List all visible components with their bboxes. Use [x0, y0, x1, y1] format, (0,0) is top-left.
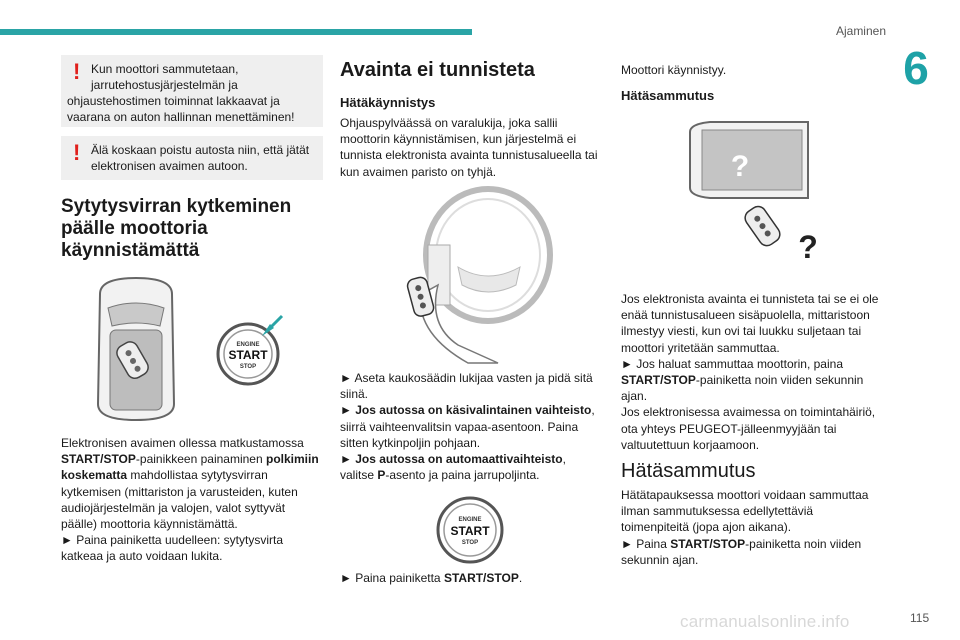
paragraph-emergency-steps: ► Aseta kaukosäädin lukijaa vasten ja pidä sitä siinä. ► Jos autossa on käsivalintainen vaihteisto, siirrä vaihteenvalitsin vapaa-asentoon. Paina sitten kytkinpoljin pohjaan. ► Jos autossa on automaattivaihteisto, valitse P-asento ja paina jarrupoljinta.	[340, 371, 595, 483]
question-mark: ?	[798, 229, 818, 265]
header-accent-bar	[0, 29, 472, 35]
watermark: carmanualsonline.info	[680, 612, 850, 631]
paragraph-emergency-start: Ohjauspylväässä on varalukija, joka sallii moottorin käynnistämisen, kun järjestelmä ei tunnista elektronista avainta tunnistusalueella tai kun avaimen paristo on tyhjä.	[340, 116, 598, 179]
chapter-number: 6	[903, 42, 929, 94]
button-text-engine: ENGINE	[236, 342, 260, 348]
paragraph-engine-starts: Moottori käynnistyy.	[621, 63, 727, 77]
car-with-key-illustration	[86, 274, 186, 424]
button-text-start: START	[450, 524, 490, 538]
paragraph-ignition: Elektronisen avaimen ollessa matkustamossa START/STOP-painikkeen painaminen polkimiin koskematta mahdollistaa sytytysvirran kytkemisen (mittariston ja varusteiden, kuten audiojärjestelmän ja valojen, valot syttyvät päälle) moottoria käynnistämättä. ► Paina painiketta uudelleen: sytytysvirta katkeaa ja auto voidaan lukita.	[61, 436, 319, 564]
warning-icon: !	[73, 59, 81, 84]
warning-icon: !	[73, 140, 81, 165]
subheading-emergency-stop: Hätäsammutus	[621, 88, 715, 103]
heading-ignition-on: Sytytysvirran kytkeminen päälle moottoria käynnistämättä	[61, 196, 292, 261]
paragraph-emergency-stop: Hätätapauksessa moottori voidaan sammuttaa ilman sammutuksessa edellytettäviä toimenpiteitä (jopa ajon aikana). ► Paina START/STOP-painiketta noin viiden sekunnin ajan.	[621, 488, 869, 567]
button-text-engine: ENGINE	[458, 517, 482, 523]
subheading-emergency-start: Hätäkäynnistys	[340, 95, 436, 110]
start-stop-button-icon	[210, 310, 290, 390]
steering-wheel-key-illustration	[398, 185, 558, 365]
car-question-illustration	[680, 118, 820, 278]
heading-emergency-stop: Hätäsammutus	[621, 460, 756, 482]
paragraph-stop-info: Jos elektronista avainta ei tunnisteta tai se ei ole enää tunnistusalueen sisäpuolella, mittaristoon ilmestyy viesti, kun ovi tai luukku suljetaan tai moottori yritetään sammuttaa. ► Jos haluat sammuttaa moottorin, paina START/STOP-painiketta noin viiden sekunnin ajan. Jos elektronisessa avaimessa on toimintahäiriö, ota yhteys PEUGEOT-jälleenmyyjään tai valtuutettuun korjaamoon.	[621, 292, 879, 452]
paragraph-press-start: ► Paina painiketta START/STOP.	[340, 571, 523, 585]
button-text-stop: STOP	[461, 540, 479, 546]
section-label: Ajaminen	[835, 24, 886, 38]
warning-box-2: ! Älä koskaan poistu autosta niin, että jätät elektronisen avaimen autoon.	[61, 136, 323, 180]
heading-key-not-detected: Avainta ei tunnisteta	[340, 59, 535, 81]
question-mark: ?	[730, 150, 750, 183]
start-stop-button-icon	[432, 492, 508, 568]
page-number: 115	[910, 611, 930, 625]
button-text-start: START	[228, 348, 268, 362]
button-text-stop: STOP	[239, 364, 257, 370]
warning-box-1: ! Kun moottori sammutetaan, jarrutehostusjärjestelmän ja ohjaustehostimen toiminnat lakkaavat ja vaarana on auton hallinnan menettäminen!	[61, 55, 323, 127]
